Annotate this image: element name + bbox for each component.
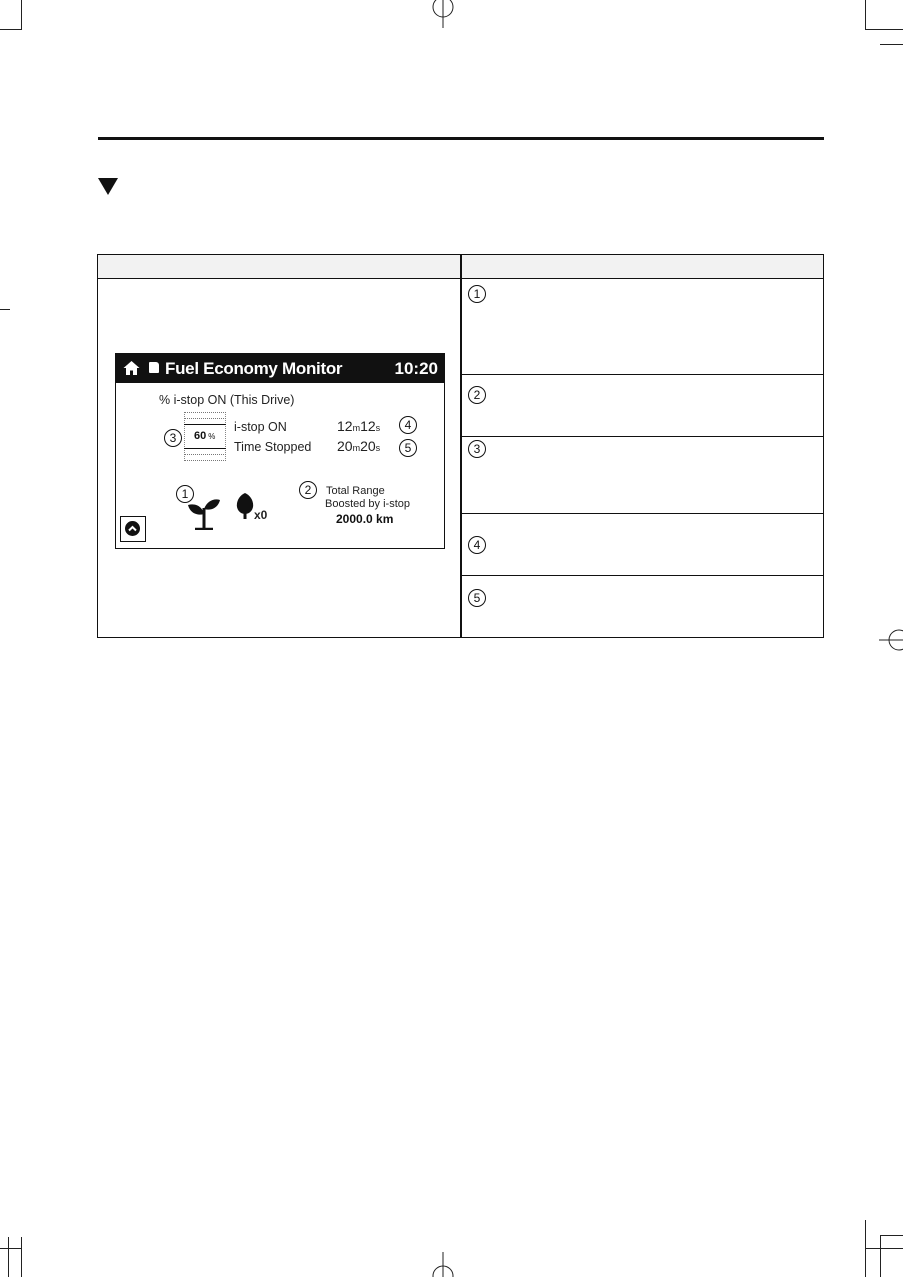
crop-mark <box>880 44 903 45</box>
callout-1: 1 <box>176 485 194 503</box>
crop-mark <box>21 0 22 30</box>
callout-2: 2 <box>299 481 317 499</box>
gauge-value: 60 % <box>194 430 216 442</box>
crop-mark <box>0 1248 22 1249</box>
item-number-1: 1 <box>468 285 486 303</box>
home-icon[interactable] <box>123 360 140 376</box>
time-stopped-value: 20m20s <box>337 438 381 454</box>
registration-target-bottom <box>425 1252 465 1277</box>
crop-mark <box>0 29 22 30</box>
description-row-4 <box>461 514 823 576</box>
clock: 10:20 <box>394 359 438 378</box>
description-row-5 <box>461 576 823 637</box>
document-icon <box>149 362 159 373</box>
istop-heading: % i-stop ON (This Drive) <box>159 393 295 407</box>
tree-icon <box>235 492 255 520</box>
callout-3: 3 <box>164 429 182 447</box>
up-arrow-icon <box>125 521 140 536</box>
page-header-rule <box>98 137 824 140</box>
description-row-3 <box>461 437 823 514</box>
crop-mark <box>865 1248 903 1249</box>
description-row-2 <box>461 375 823 437</box>
crop-mark <box>21 1237 22 1277</box>
item-number-3: 3 <box>468 440 486 458</box>
crop-mark <box>8 1237 9 1277</box>
scroll-up-button[interactable] <box>120 516 146 542</box>
item-number-5: 5 <box>468 589 486 607</box>
tree-count: x0 <box>254 508 268 522</box>
item-number-4: 4 <box>468 536 486 554</box>
istop-percent-gauge <box>184 412 226 461</box>
range-label-1: Total Range <box>326 485 385 497</box>
crop-mark <box>0 309 10 310</box>
section-marker-triangle-icon <box>98 178 118 195</box>
range-value: 2000.0 km <box>336 512 394 526</box>
range-label-2: Boosted by i-stop <box>325 498 410 510</box>
crop-mark <box>865 0 866 30</box>
crop-mark <box>880 1235 881 1277</box>
registration-target-right <box>875 620 903 660</box>
istop-on-value: 12m12s <box>337 418 381 434</box>
registration-target-top <box>425 0 465 28</box>
description-row-1 <box>461 279 823 375</box>
time-stopped-label: Time Stopped <box>234 440 312 454</box>
callout-5: 5 <box>399 439 417 457</box>
screen-title-bar <box>116 354 444 383</box>
istop-on-label: i-stop ON <box>234 420 287 434</box>
screen-title: Fuel Economy Monitor <box>165 359 343 378</box>
item-number-2: 2 <box>468 386 486 404</box>
crop-mark <box>865 29 903 30</box>
sprout-icon <box>187 494 221 530</box>
callout-4: 4 <box>399 416 417 434</box>
crop-mark <box>880 1235 903 1236</box>
